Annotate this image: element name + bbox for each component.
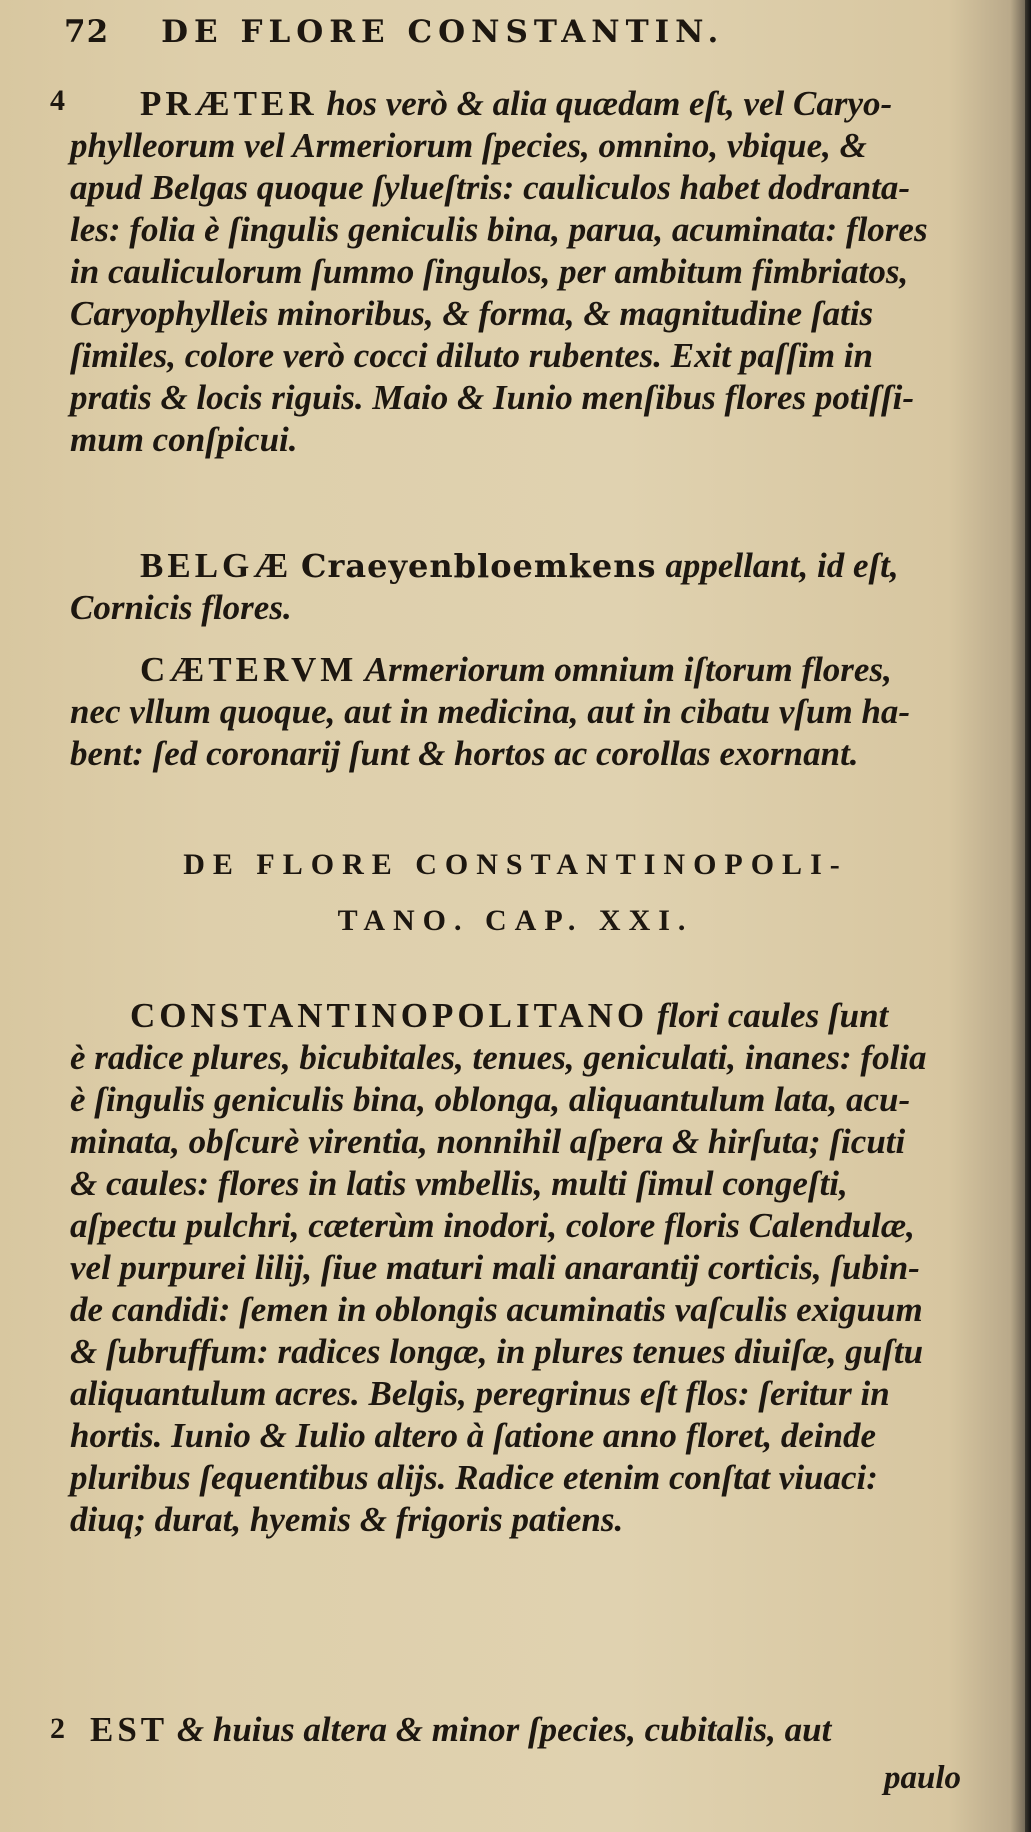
text-line: hos verò & alia quædam eſt, vel Caryo- bbox=[326, 84, 893, 123]
paragraph-initial: CÆTERVM bbox=[140, 650, 358, 689]
text-line: & huius altera & minor ſpecies, cubitalis, aut bbox=[176, 1710, 832, 1749]
paragraph-initial: PRÆTER bbox=[140, 84, 318, 123]
text-line: Caryophylleis minoribus, & forma, & magnitudine ſatis bbox=[70, 294, 874, 333]
text-line: mum conſpicui. bbox=[70, 420, 298, 459]
text-line: les: folia è ſingulis geniculis bina, parua, acuminata: flores bbox=[70, 210, 928, 249]
blackletter-name: Craeyenbloemkens bbox=[301, 547, 657, 585]
text-line: pluribus ſequentibus alijs. Radice etenim conſtat viuaci: bbox=[70, 1458, 878, 1497]
text-line: appellant, id eſt, bbox=[665, 546, 899, 585]
paragraph-initial: CONSTANTINOPOLITANO bbox=[130, 996, 649, 1035]
text-line: diuq; durat, hyemis & frigoris patiens. bbox=[70, 1500, 624, 1539]
margin-number-4: 4 bbox=[50, 84, 65, 117]
text-line: Cornicis flores. bbox=[70, 588, 292, 627]
text-line: bent: ſed coronarij ſunt & hortos ac corollas exornant. bbox=[70, 734, 859, 773]
paragraph-initial: EST bbox=[90, 1710, 169, 1749]
catchword: paulo bbox=[884, 1760, 962, 1796]
text-line: flori caules ſunt bbox=[656, 996, 889, 1035]
running-title: DE FLORE CONSTANTIN. bbox=[161, 14, 725, 50]
text-line: hortis. Iunio & Iulio altero à ſatione anno floret, deinde bbox=[70, 1416, 877, 1455]
text-line: de candidi: ſemen in oblongis acuminatis vaſculis exiguum bbox=[70, 1290, 923, 1329]
text-line: nec vllum quoque, aut in medicina, aut in cibatu vſum ha- bbox=[70, 692, 911, 731]
text-line: aſpectu pulchri, cæterùm inodori, colore floris Calendulæ, bbox=[70, 1206, 915, 1245]
text-line: pratis & locis riguis. Maio & Iunio menſibus flores potiſſi- bbox=[70, 378, 914, 417]
text-line: ſimiles, colore verò cocci diluto rubentes. Exit paſſim in bbox=[70, 336, 873, 375]
text-line: apud Belgas quoque ſylueſtris: cauliculos habet dodranta- bbox=[70, 168, 911, 207]
paragraph-initial: BELGÆ bbox=[140, 546, 293, 585]
text-line: è radice plures, bicubitales, tenues, geniculati, inanes: folia bbox=[70, 1038, 927, 1077]
chapter-heading-line-1: DE FLORE CONSTANTINOPOLI- bbox=[183, 848, 848, 881]
text-line: minata, obſcurè virentia, nonnihil aſpera & hirſuta; ſicuti bbox=[70, 1122, 906, 1161]
text-line: in cauliculorum ſummo ſingulos, per ambitum fimbriatos, bbox=[70, 252, 909, 291]
text-line: phylleorum vel Armeriorum ſpecies, omnino, vbique, & bbox=[70, 126, 867, 165]
running-header bbox=[64, 14, 724, 50]
text-line: aliquantulum acres. Belgis, peregrinus eſt flos: ſeritur in bbox=[70, 1374, 890, 1413]
text-line: Armeriorum omnium iſtorum flores, bbox=[364, 650, 892, 689]
text-line: vel purpurei lilij, ſiue maturi mali anarantij corticis, ſubin- bbox=[70, 1248, 920, 1287]
margin-number-2: 2 bbox=[50, 1712, 65, 1745]
text-line: & ſubruffum: radices longæ, in plures tenues diuiſæ, guſtu bbox=[70, 1332, 924, 1371]
page-number: 72 bbox=[64, 14, 110, 50]
text-line: & caules: flores in latis vmbellis, multi ſimul congeſti, bbox=[70, 1164, 848, 1203]
text-line: è ſingulis geniculis bina, oblonga, aliquantulum lata, acu- bbox=[70, 1080, 911, 1119]
chapter-heading-line-2: TANO. CAP. XXI. bbox=[337, 904, 694, 937]
